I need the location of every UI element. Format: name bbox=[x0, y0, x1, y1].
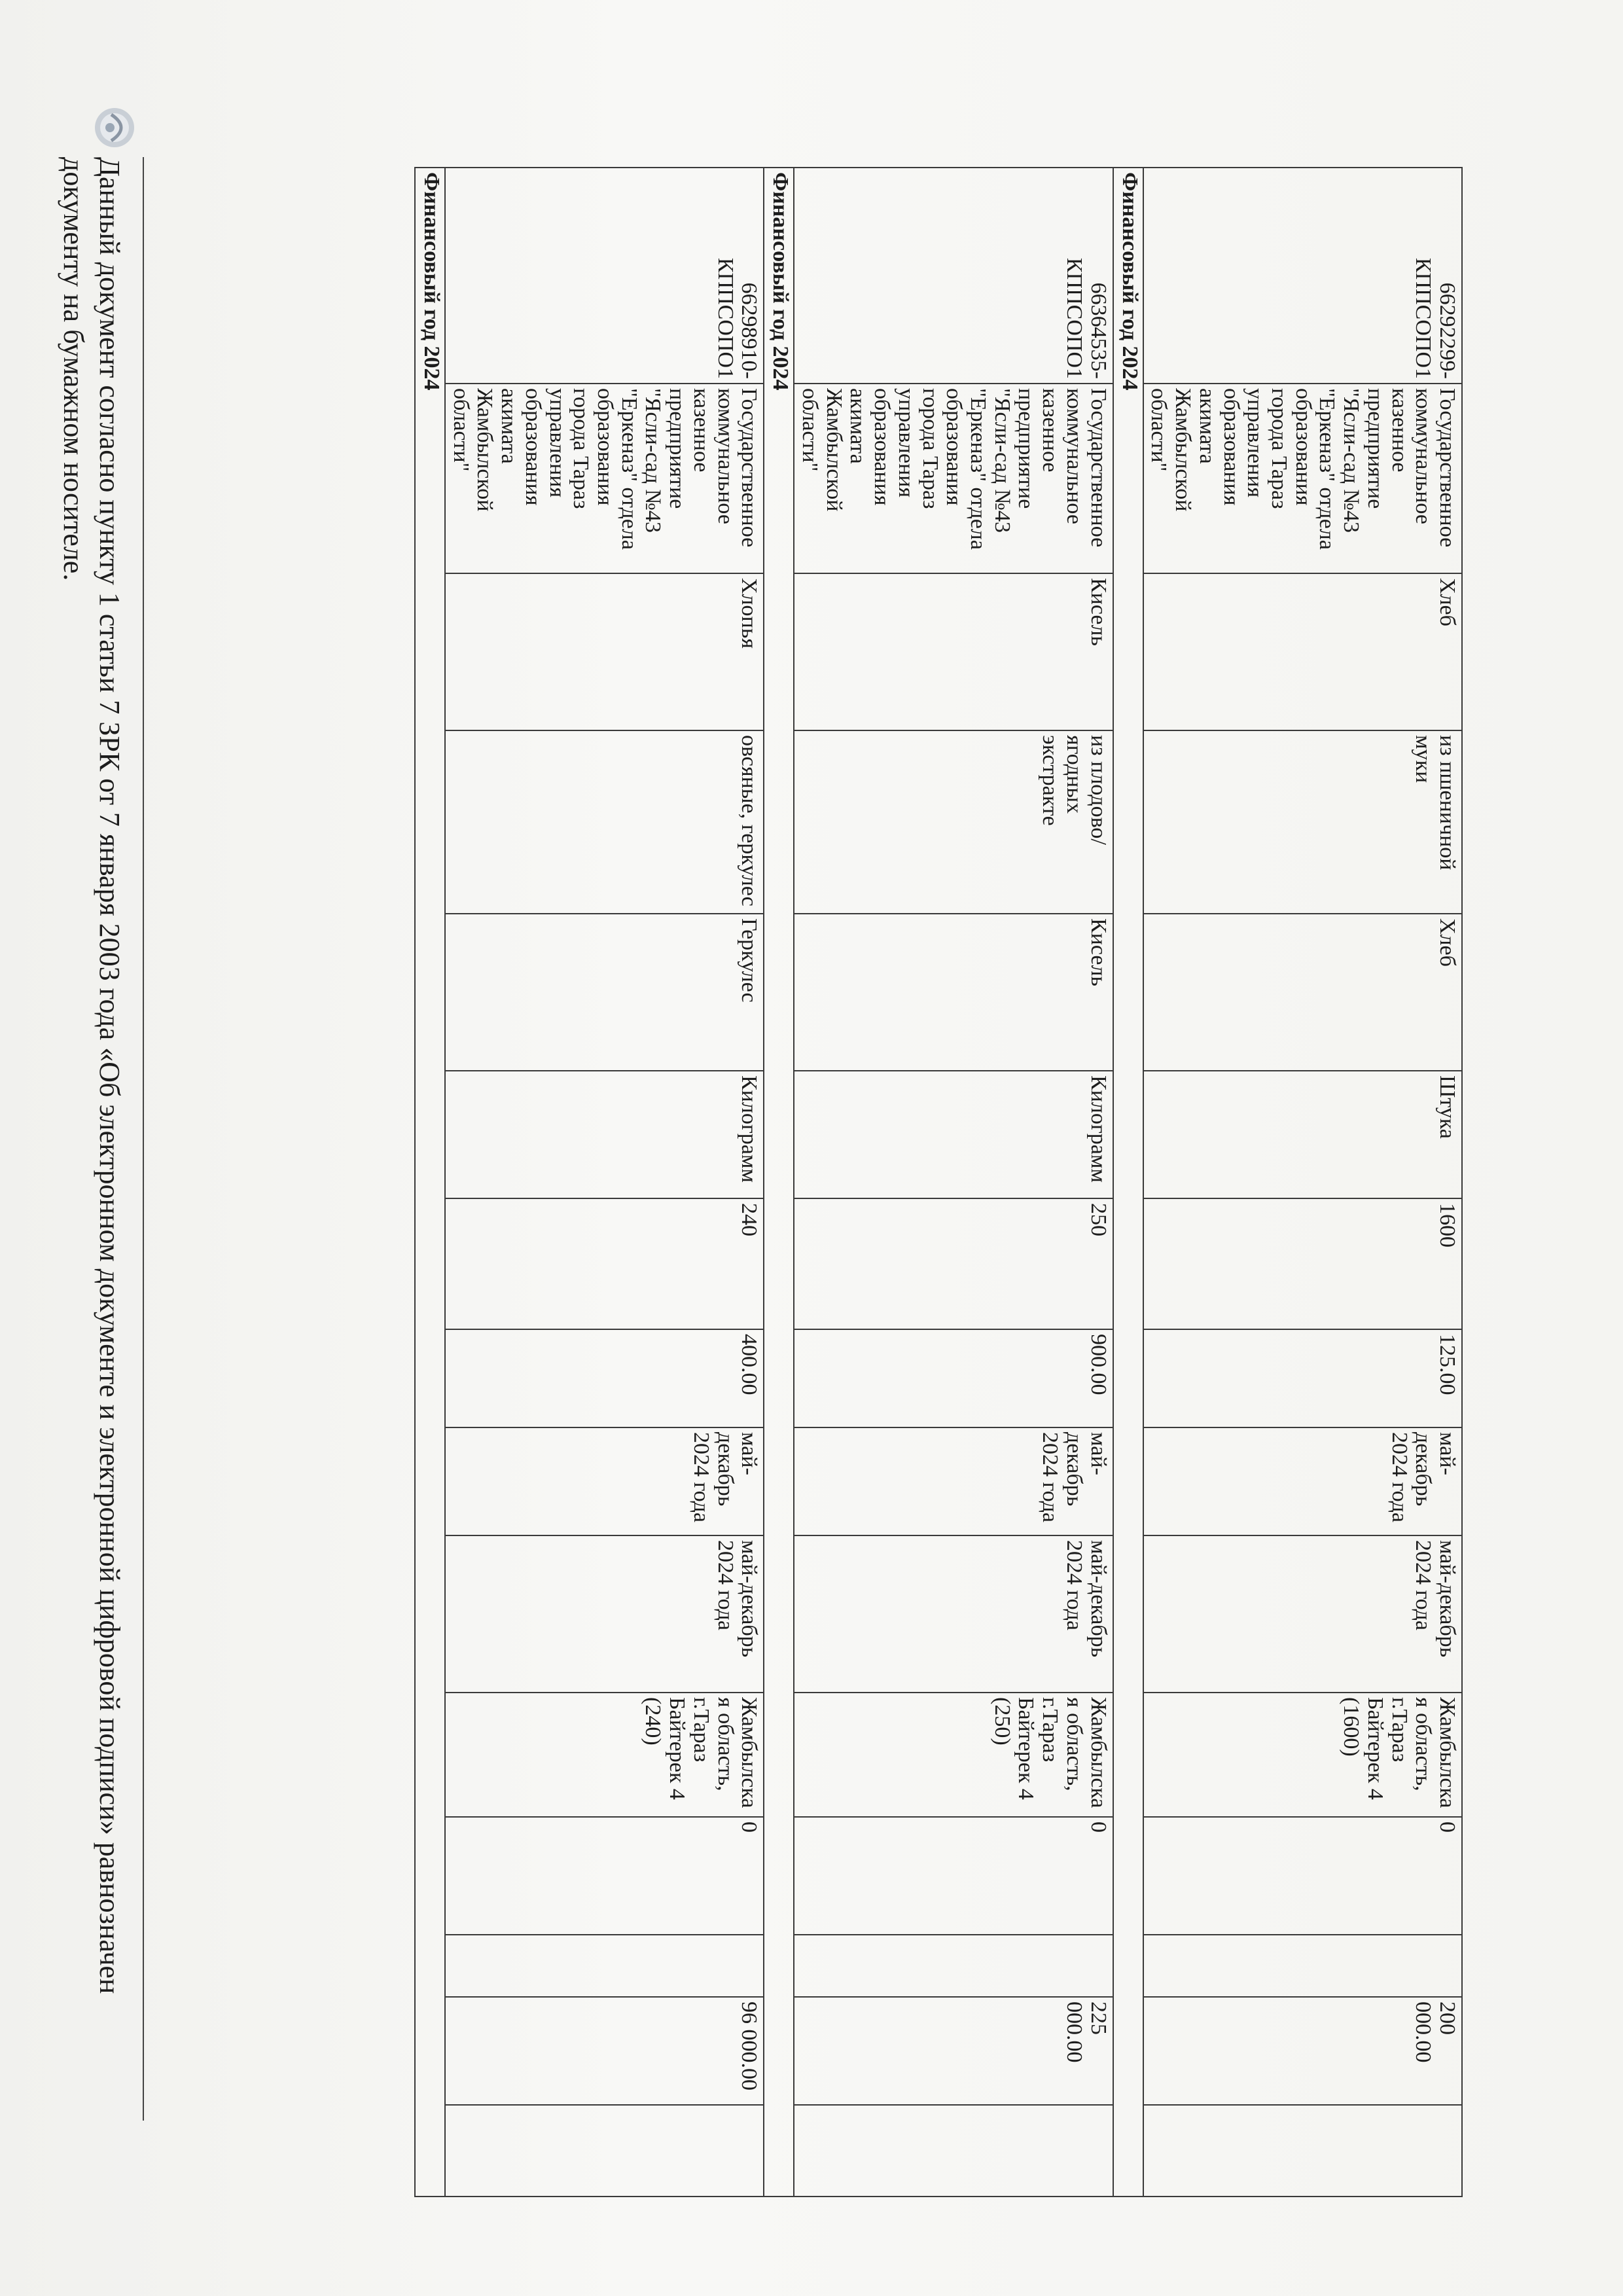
period-cell: май-декабрь 2024 года bbox=[445, 1427, 764, 1535]
total-cell: 200 000.00 bbox=[1143, 1997, 1462, 2105]
financial-year-label: Финансовый год 2024 bbox=[1113, 168, 1143, 2197]
customer-cell: Государственное коммунальное казенное предприятие "Ясли-сад №43 "Еркеназ" отдела образования города Тараз управления образования акимата Жамбылской области" bbox=[1143, 384, 1462, 573]
quantity-cell: 250 bbox=[794, 1198, 1113, 1329]
unit-cell: Килограмм bbox=[445, 1071, 764, 1198]
total-cell: 225 000.00 bbox=[794, 1997, 1113, 2105]
item-description-cell: из пшеничной муки bbox=[1143, 730, 1462, 914]
item-name-cell: Хлеб bbox=[1143, 573, 1462, 730]
item-short-name-cell: Кисель bbox=[794, 914, 1113, 1071]
delivery-period-cell: май-декабрь 2024 года bbox=[1143, 1535, 1462, 1693]
item-description-cell: из плодово/ ягодных экстракте bbox=[794, 730, 1113, 914]
unit-cell: Килограмм bbox=[794, 1071, 1113, 1198]
delivery-period-cell: май-декабрь 2024 года bbox=[794, 1535, 1113, 1693]
customer-cell: Государственное коммунальное казенное предприятие "Ясли-сад №43 "Еркеназ" отдела образования города Тараз управления образования акимата Жамбылской области" bbox=[794, 384, 1113, 573]
total-cell: 96 000.00 bbox=[445, 1997, 764, 2105]
item-name-cell: Хлопья bbox=[445, 573, 764, 730]
quantity-cell: 1600 bbox=[1143, 1198, 1462, 1329]
financial-year-row bbox=[1113, 168, 1143, 2197]
price-cell: 900.00 bbox=[794, 1329, 1113, 1427]
advance-cell: 0 bbox=[1143, 1817, 1462, 1935]
empty-cell bbox=[794, 1935, 1113, 1997]
procurement-plan-table bbox=[414, 167, 1463, 2197]
financial-year-label: Финансовый год 2024 bbox=[415, 168, 445, 2197]
table-row bbox=[1143, 168, 1462, 2197]
period-cell: май-декабрь 2024 года bbox=[794, 1427, 1113, 1535]
delivery-place-cell: Жамбылская область, г.Тараз Байтерек 4 (240) bbox=[445, 1693, 764, 1817]
financial-year-label: Финансовый год 2024 bbox=[764, 168, 794, 2197]
financial-year-row bbox=[415, 168, 445, 2197]
price-cell: 400.00 bbox=[445, 1329, 764, 1427]
item-name-cell: Кисель bbox=[794, 573, 1113, 730]
empty-cell bbox=[794, 2105, 1113, 2197]
advance-cell: 0 bbox=[794, 1817, 1113, 1935]
delivery-place-cell: Жамбылская область, г.Тараз Байтерек 4 (1600) bbox=[1143, 1693, 1462, 1817]
footer-divider bbox=[143, 157, 144, 2121]
advance-cell: 0 bbox=[445, 1817, 764, 1935]
period-cell: май-декабрь 2024 года bbox=[1143, 1427, 1462, 1535]
plan-id-cell: 66298910-КППСОПО1 bbox=[445, 168, 764, 384]
egov-logo-icon bbox=[92, 105, 137, 151]
table-row bbox=[445, 168, 764, 2197]
financial-year-row bbox=[764, 168, 794, 2197]
empty-cell bbox=[445, 1935, 764, 1997]
delivery-period-cell: май-декабрь 2024 года bbox=[445, 1535, 764, 1693]
price-cell: 125.00 bbox=[1143, 1329, 1462, 1427]
empty-cell bbox=[1143, 1935, 1462, 1997]
customer-cell: Государственное коммунальное казенное предприятие "Ясли-сад №43 "Еркеназ" отдела образования города Тараз управления образования акимата Жамбылской области" bbox=[445, 384, 764, 573]
delivery-place-cell: Жамбылская область, г.Тараз Байтерек 4 (250) bbox=[794, 1693, 1113, 1817]
empty-cell bbox=[1143, 2105, 1462, 2197]
plan-id-cell: 66292299-КППСОПО1 bbox=[1143, 168, 1462, 384]
item-description-cell: овсяные, геркулес bbox=[445, 730, 764, 914]
plan-id-cell: 66364535-КППСОПО1 bbox=[794, 168, 1113, 384]
item-short-name-cell: Хлеб bbox=[1143, 914, 1462, 1071]
quantity-cell: 240 bbox=[445, 1198, 764, 1329]
table-row bbox=[794, 168, 1113, 2197]
legal-footnote: Данный документ согласно пункту 1 статьи 7 ЗРК от 7 января 2003 года «Об электронном документе и электронной цифровой подписи» равнозначен документу на бумажном носителе. bbox=[58, 157, 126, 1994]
item-short-name-cell: Геркулес bbox=[445, 914, 764, 1071]
unit-cell: Штука bbox=[1143, 1071, 1462, 1198]
empty-cell bbox=[445, 2105, 764, 2197]
